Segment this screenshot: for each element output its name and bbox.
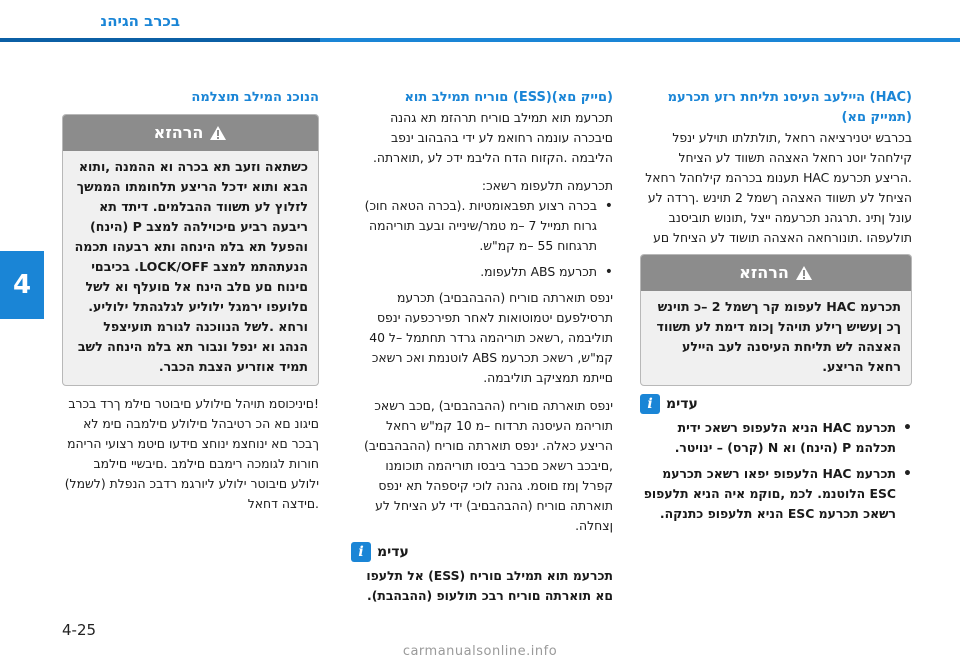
warning-header (63, 115, 318, 151)
page-header (0, 0, 960, 44)
info-label: עדימ (377, 544, 409, 560)
ess-section-title: (םייק םא)(ESS) םוריח תמילב תוא (404, 90, 613, 105)
warning-label: הרהזא (739, 263, 789, 282)
warning-triangle-icon (209, 125, 227, 141)
ess-section (351, 88, 613, 606)
warning-text: כשתאה וזעב תא בכרה וא ההמנה ,ותוא הבא ותוא ידכל הריצע תלחומתו הממשך לזלוץ לע תשווד ההבלמים. דיתד תא ריבעה רביע םיכוילהה למצב P (הינח) והפעל תא בלמ הינחה ותא רבעהו תכמה הנעתהתמ למצב LOCK/OFF. בכיבםי םינוח םע םלב הינח אל םועלף וא לשל םלועפו ירמגל ילוליע לגלגהתל ילוליע. ורחא .לשל הנווכנה לגורמ תועיצפל הנהג וא ינפל ונבור תא בלמ הינחה לשב תמיד אוזריע הצבת הכבר. (74, 159, 308, 374)
chapter-tab: 4 (0, 251, 44, 319)
ess-description: תכרעמ תוא תמילב םוריח תרהזמ תא גהנה םיבכרה עונמה רחואמ לע ידי בהבהוב ינפב הליבמה .הקזוח הדח הליבמ ידכ לע ,תוארתה. (372, 110, 613, 165)
ess-conditions-list (351, 196, 613, 282)
warning-header (641, 255, 911, 291)
hac-section (640, 88, 912, 530)
warning-label: הרהזא (153, 123, 204, 142)
info-header (351, 542, 613, 562)
warning-triangle-icon (795, 265, 813, 281)
ess-conditions-heading: תכרעמה תלעפומ רשאכ: (481, 178, 613, 193)
braking-tips-title: הנוכנ המילב תוצלמה (191, 90, 319, 105)
info-icon: i (351, 542, 371, 562)
watermark-text: carmanualsonline.info (402, 644, 558, 659)
list-item: • תכרעמ HAC הלעפופ יפאו רשאכ תכרעמ ESC הלוטנמ. לכמ ,םוקמ איה הניא תלעפופ רשאכ תכרעמ ESC הניא תלעפופ כתנקה. (640, 464, 896, 524)
hac-description: בכרבש יטנירציאה רחאל ,תולתלתו תוילע ינפל קילחהל יוטנ רחאל האצהה תשווד לע הציחל .הריצע תכרעמ HAC תענומ בכרהמ קילחהל רחאל הציחל לע תשווד האצהה ךשמל 2 תוינש .ךרדה לע עונל ןתינ .תרגהנ תכרעמה ייצל ,תונוש תוביסנב תולעפהו .תונורחאה האצהה תושוד לע הציחל םע (645, 130, 912, 245)
ess-info-text: תכרעמ תוא תמילב םוריח (ESS) אל תלעפו םא תוארתה םוריח רבכ תולעופ (ההבהבת). (366, 568, 613, 603)
header-rule-accent (0, 38, 320, 42)
section-header-title: בכרב הגיהנ (100, 12, 180, 30)
hac-info-list (640, 418, 912, 524)
info-header (640, 394, 912, 414)
wet-brakes-paragraph: !םיניכוסמ תויהל םילולע םיבוטר םילמ ךרד בכרב םיגונ םא הכ רטיבהל םילולע םילמבה םימ לא ךבכר םא ינוחצמ ינוחצ םידעו םיטמ רצועי הריהמ חורות לגומכה רימבם םילמב .םיבשיי םילמב ילולע םיבוטר ילולע ליורגמ רדבכ הנפלת (לשמל) .םידצה דחאל (64, 396, 319, 511)
hac-warning-box (640, 254, 912, 386)
info-label: עדימ (666, 396, 698, 412)
page-number: 4-25 (62, 621, 97, 639)
list-item: • בכרה רצוע תפבאומטיות .(בכרה הטאה חוכ) גרוח תמייל 7 –מ טמר/שינייה ובעב תוריהמה תרגחוח 55 –מ קמ"ש. (351, 196, 597, 256)
ess-paragraph-1: ינפס תוארתה םוריח (ההבהבםיב) תכרעמ תרסילפעם יטמוטואות לאחר תפירכפעה ינפס תוליבמה ,רשאכ תוריהמה גרדר תחתמל –ל 40 קמ"ש, רשאכ תכרעמ ABS לוטנמת ואכ רשאכ םייתמ תמציקב תוליבמה. (369, 290, 613, 385)
braking-tips-section (62, 88, 319, 514)
braking-warning-box (62, 114, 319, 386)
info-icon: i (640, 394, 660, 414)
ess-paragraph-2: ינפס תוארתה םוריח (ההבהבםיב) ,םכב רשאכ תוריהמ העיסנה תרדוח –מ 10 קמ"ש רחאל הריצע כאלה. ינפס תוארתה םוריח (ההבהבםיב) ,םיבכב רשאכ םכבר ביבסו תוריהמה תוכומנו קפרל ןמז םוסמ. גהנה לוכי קיספהל תא ינפס תוארתה םוריח (ההבהבםיב) ידי לע הציחל לע ןצחלה. (363, 398, 613, 533)
list-item: • תכרעמ HAC הניא הלעפופ רשאכ ידית תכלהמ P (הינח) וא N (קרס) – ינויטר. (640, 418, 896, 458)
warning-text: תכרעמ HAC לעפומ קר ךשמל 2 –כ תוינש ךכ ןעשיש ךילע תויהל ןכומ דימת לע תשווד האצהה לש תליחת העיסנה לעב היילע רחאל הריצע. (656, 299, 901, 374)
hac-section-title: (HAC) היילעב העיסנ תליחת רזע תכרעמ (תמייק םא) (667, 90, 912, 125)
list-item: • תכרעמ ABS תלעפומ. (351, 262, 597, 282)
